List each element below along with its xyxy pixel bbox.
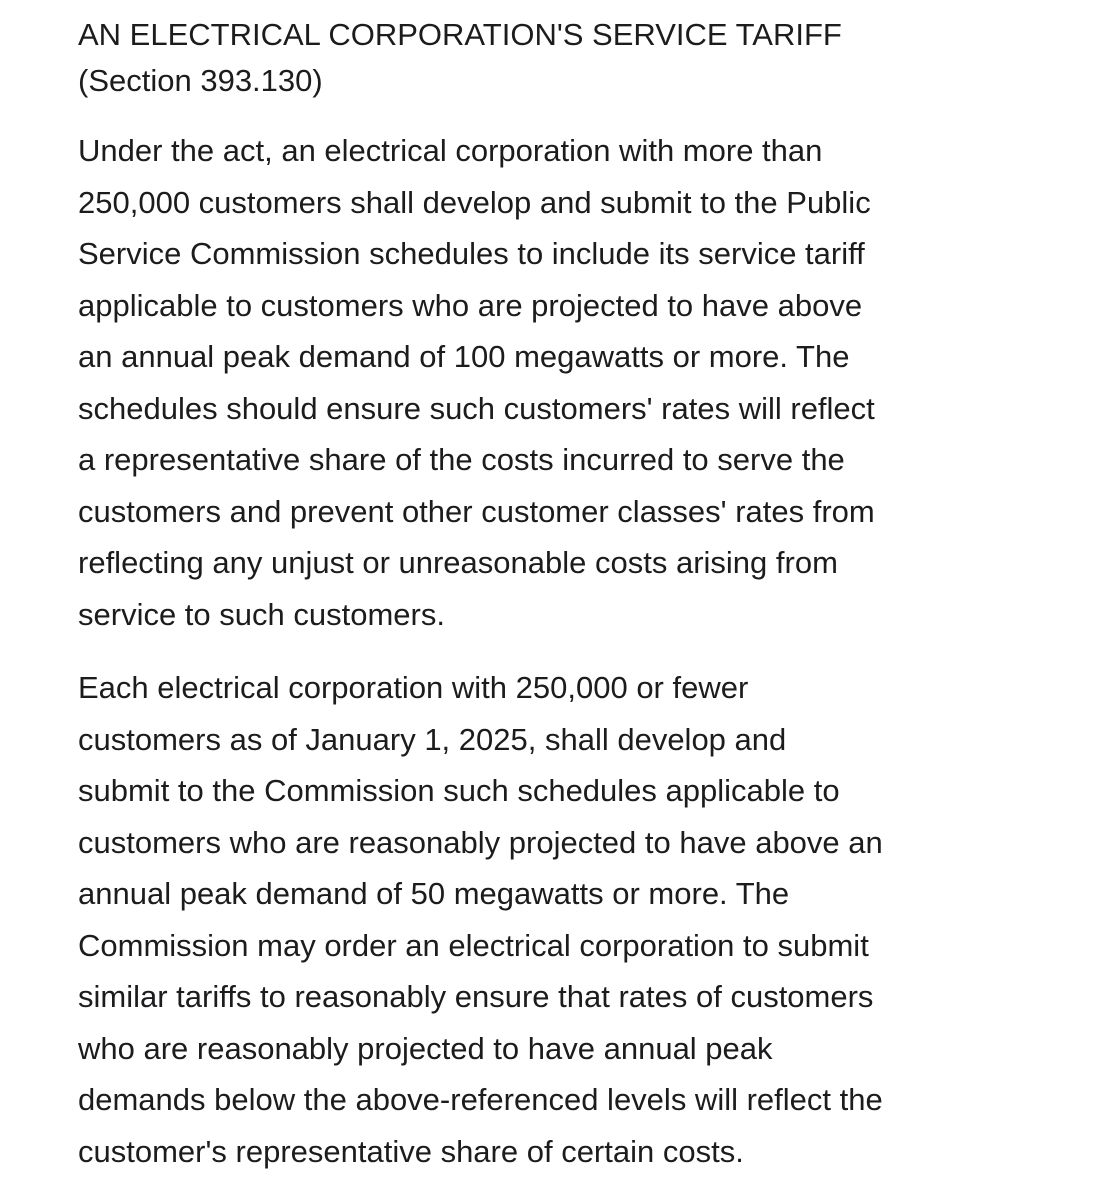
paragraph-line: submit to the Commission such schedules applicable to [78,773,840,808]
paragraph-line: service to such customers. [78,596,445,632]
paragraph-line: customers who are reasonably projected to have above an [78,824,883,860]
paragraph-line: Under the act, an electrical corporation with more than [78,133,823,168]
paragraph-line: who are reasonably projected to have annual peak [78,1030,773,1066]
paragraph-1 [78,125,1068,640]
paragraph-line: annual peak demand of 50 megawatts or more. The [78,876,790,911]
paragraph-line: applicable to customers who are projected to have above [78,287,863,323]
paragraph-line: an annual peak demand of 100 megawatts or more. The [78,339,850,374]
paragraph-line: Service Commission schedules to include its service tariff [78,236,865,271]
section-reference: (Section 393.130) [78,63,323,98]
paragraph-line: Each electrical corporation with 250,000 or fewer [78,670,749,705]
document-page [78,12,1068,1199]
paragraph-2 [78,662,1068,1177]
paragraph-line: 250,000 customers shall develop and submit to the Public [78,184,871,220]
paragraph-line: customer's representative share of certain costs. [78,1133,744,1169]
paragraph-line: customers and prevent other customer classes' rates from [78,493,875,529]
paragraph-line: Commission may order an electrical corporation to submit [78,927,869,963]
paragraph-line: schedules should ensure such customers' rates will reflect [78,390,875,426]
paragraph-line: customers as of January 1, 2025, shall develop and [78,721,787,757]
paragraph-line: a representative share of the costs incurred to serve the [78,442,845,477]
paragraph-line: similar tariffs to reasonably ensure that rates of customers [78,979,874,1014]
paragraph-line: reflecting any unjust or unreasonable costs arising from [78,545,838,580]
document-title: AN ELECTRICAL CORPORATION'S SERVICE TARIFF [78,17,842,52]
paragraph-line: demands below the above-referenced levels will reflect the [78,1082,883,1117]
